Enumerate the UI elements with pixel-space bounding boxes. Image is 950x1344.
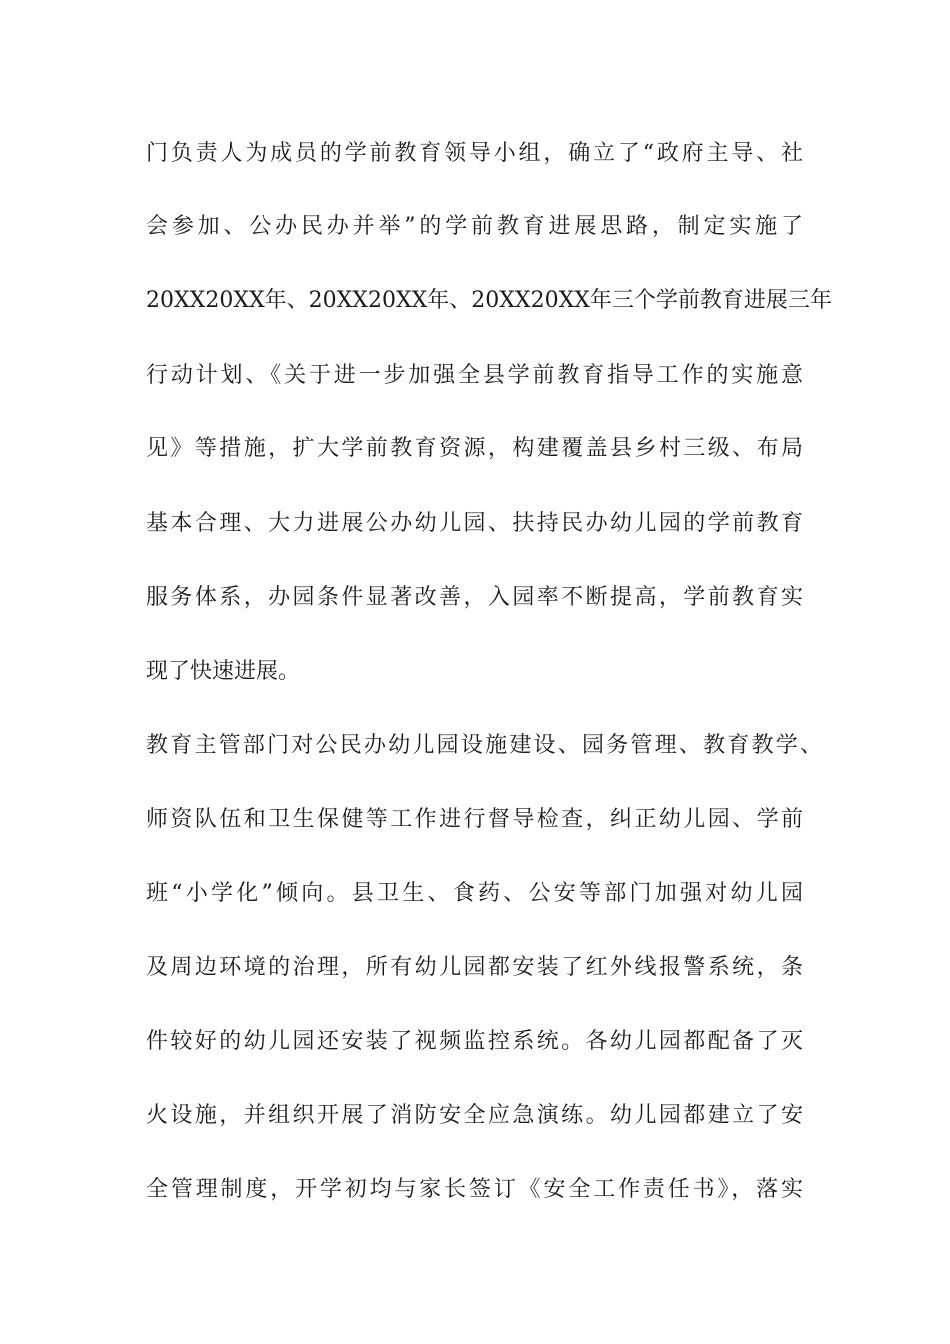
paragraph-2-line-2: 师资队伍和卫生保健等工作进行督导检查，纠正幼儿园、学前 xyxy=(146,807,803,832)
paragraph-2-line-6: 火设施，并组织开展了消防安全应急演练。幼儿园都建立了安 xyxy=(146,1103,803,1128)
paragraph-2-line-1: 教育主管部门对公民办幼儿园设施建设、园务管理、教育教学、 xyxy=(146,733,822,758)
paragraph-1-line-6: 基本合理、大力进展公办幼儿园、扶持民办幼儿园的学前教育 xyxy=(146,511,803,536)
paragraph-1-line-8: 现了快速进展。 xyxy=(146,659,301,684)
paragraph-2-line-5: 件较好的幼儿园还安装了视频监控系统。各幼儿园都配备了灭 xyxy=(146,1029,803,1054)
paragraph-1-line-1: 门负责人为成员的学前教育领导小组，确立了“政府主导、社 xyxy=(146,141,803,166)
paragraph-1-line-4: 行动计划、《关于进一步加强全县学前教育指导工作的实施意 xyxy=(146,363,803,388)
paragraph-1-line-2: 会参加、公办民办并举”的学前教育进展思路，制定实施了 xyxy=(146,214,803,239)
paragraph-2-line-7: 全管理制度，开学初均与家长签订《安全工作责任书》，落实 xyxy=(146,1177,803,1202)
paragraph-1-line-7: 服务体系，办园条件显著改善，入园率不断提高，学前教育实 xyxy=(146,585,803,610)
paragraph-1-line-3: 20XX20XX年、20XX20XX年、20XX20XX年三个学前教育进展三年 xyxy=(146,288,832,313)
paragraph-2-line-3: 班“小学化”倾向。县卫生、食药、公安等部门加强对幼儿园 xyxy=(146,881,803,906)
paragraph-2-line-4: 及周边环境的治理，所有幼儿园都安装了红外线报警系统，条 xyxy=(146,955,803,980)
paragraph-1-line-5: 见》等措施，扩大学前教育资源，构建覆盖县乡村三级、布局 xyxy=(146,436,803,461)
